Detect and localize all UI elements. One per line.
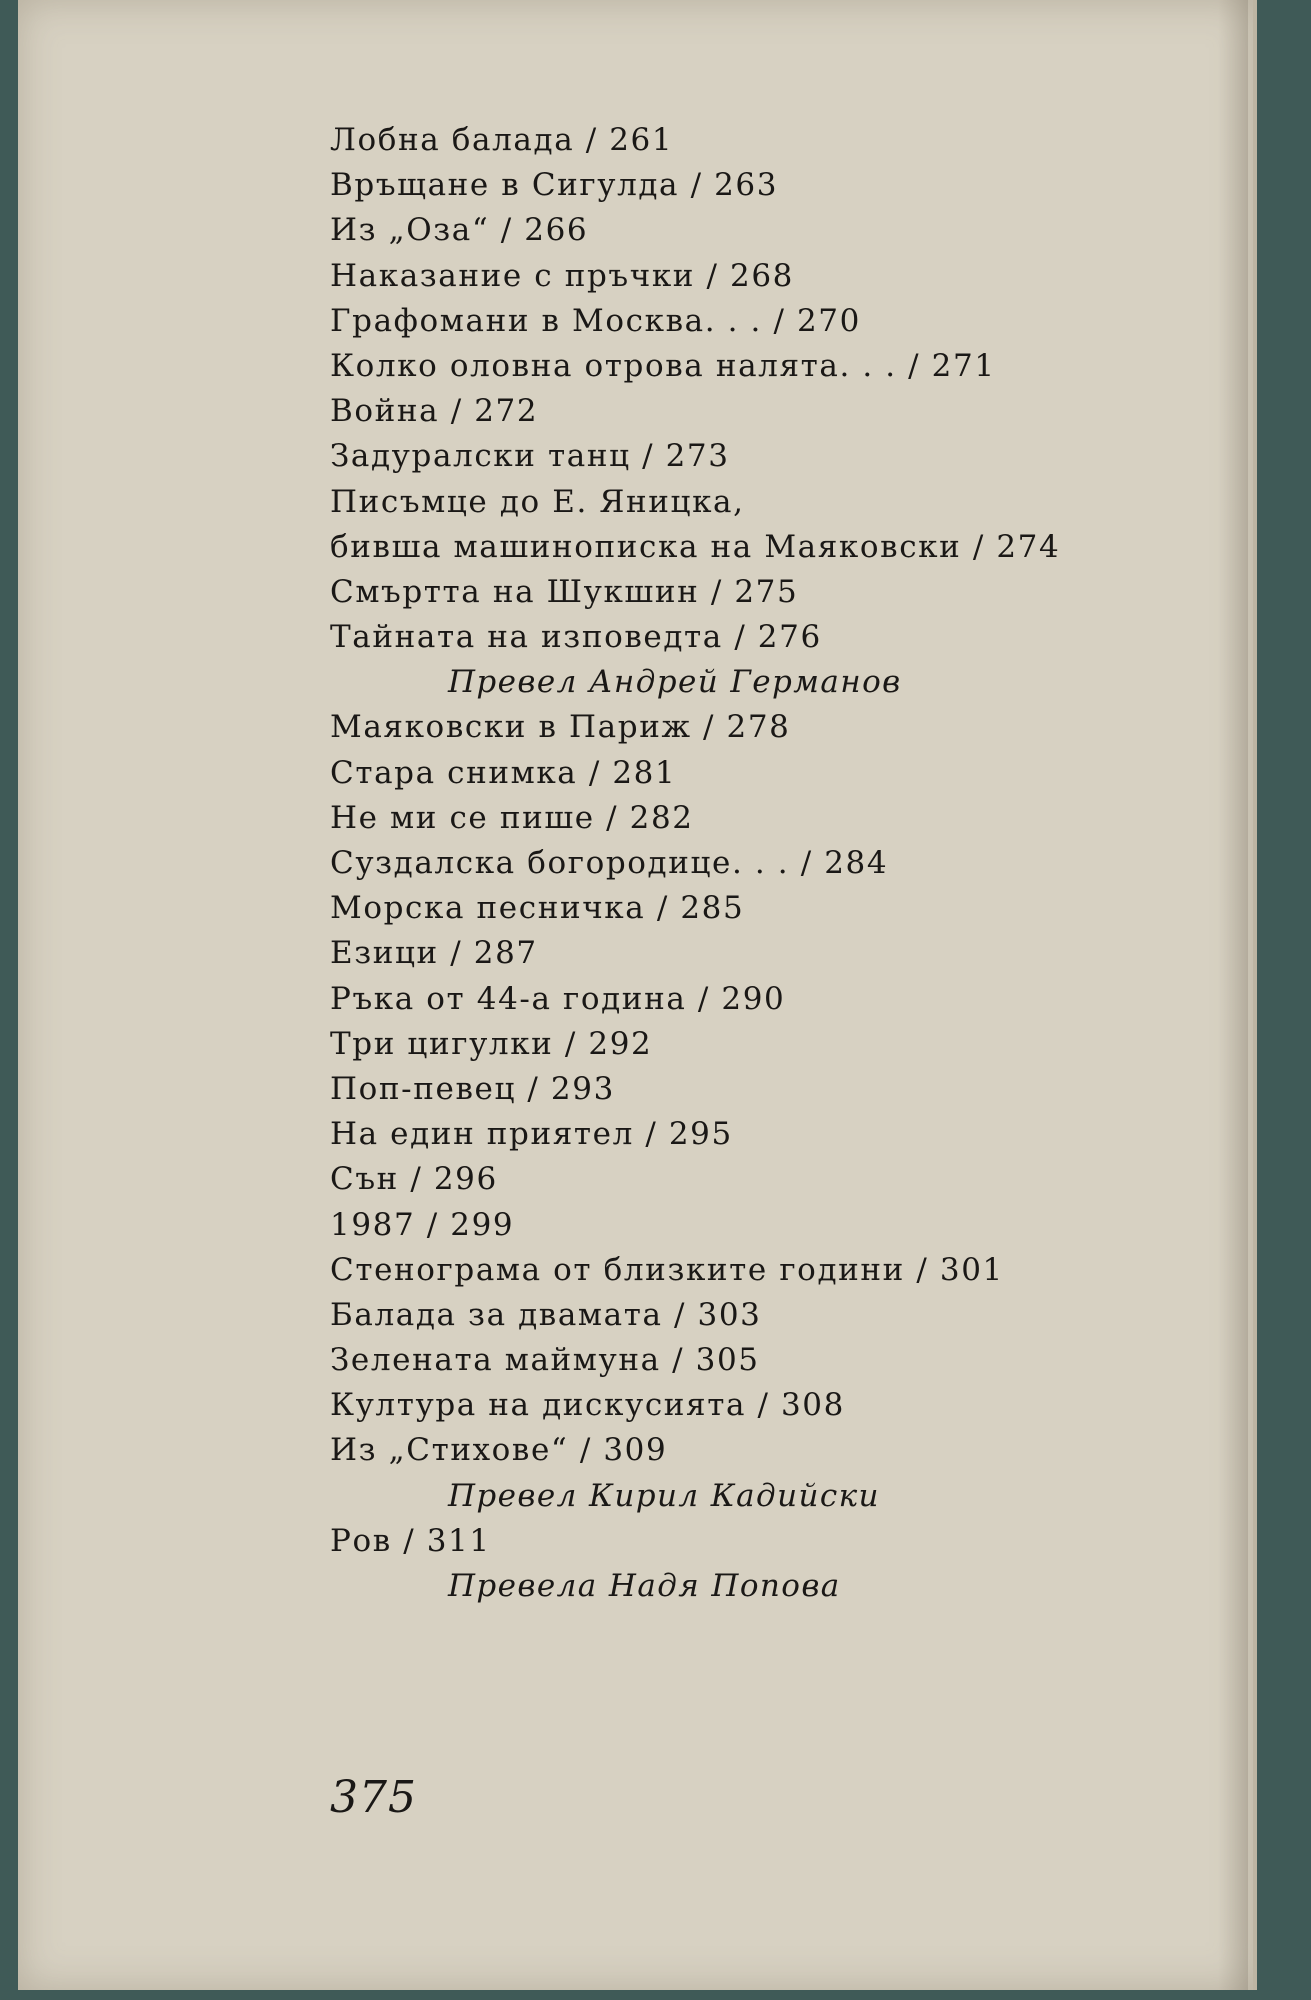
toc-entry: Стенограма от близките години / 301 — [330, 1251, 1004, 1288]
toc-entry: Три цигулки / 292 — [330, 1025, 653, 1062]
toc-entry: Из „Стихове“ / 309 — [330, 1432, 668, 1469]
translator-credit: Превел Андрей Германов — [448, 664, 902, 701]
toc-entry: Писъмце до Е. Яницка, — [330, 483, 745, 520]
toc-entry: Ръка от 44-а година / 290 — [330, 980, 786, 1017]
toc-entry: Зелената маймуна / 305 — [330, 1342, 760, 1379]
toc-entry: Поп-певец / 293 — [330, 1070, 615, 1107]
toc-entry: Война / 272 — [330, 393, 539, 430]
toc-entry: Наказание с пръчки / 268 — [330, 257, 794, 294]
toc-entry: Колко оловна отрова налята. . . / 271 — [330, 347, 996, 384]
page-number: 375 — [330, 1772, 417, 1823]
toc-entry: бивша машинописка на Маяковски / 274 — [330, 528, 1061, 565]
toc-entry: Езици / 287 — [330, 935, 538, 972]
toc-entry: Суздалска богородице. . . / 284 — [330, 845, 889, 881]
toc-entry: Балада за двамата / 303 — [330, 1296, 762, 1333]
toc-entry: Лобна балада / 261 — [330, 122, 674, 158]
toc-entry: Връщане в Сигулда / 263 — [330, 167, 779, 204]
table-of-contents — [330, 118, 1190, 1609]
toc-entry: Сън / 296 — [330, 1161, 498, 1198]
toc-entry: Ров / 311 — [330, 1522, 491, 1559]
page-gutter-shadow — [1218, 0, 1248, 1990]
book-page — [18, 0, 1257, 1990]
toc-entry: Тайната на изповедта / 276 — [330, 619, 822, 656]
toc-entry: 1987 / 299 — [330, 1206, 515, 1243]
toc-entry: Смъртта на Шукшин / 275 — [330, 573, 799, 610]
toc-entry: Не ми се пише / 282 — [330, 799, 694, 836]
toc-entry: Маяковски в Париж / 278 — [330, 709, 791, 746]
translator-credit: Превел Кирил Кадийски — [448, 1477, 880, 1514]
translator-credit: Превела Надя Попова — [448, 1568, 841, 1604]
toc-entry: Стара снимка / 281 — [330, 754, 677, 791]
toc-entry: На един приятел / 295 — [330, 1116, 733, 1153]
toc-entry: Култура на дискусията / 308 — [330, 1387, 845, 1424]
toc-entry: Морска песничка / 285 — [330, 890, 745, 927]
toc-entry: Из „Оза“ / 266 — [330, 212, 589, 249]
toc-entry: Графомани в Москва. . . / 270 — [330, 302, 861, 339]
toc-entry: Задуралски танц / 273 — [330, 438, 730, 475]
